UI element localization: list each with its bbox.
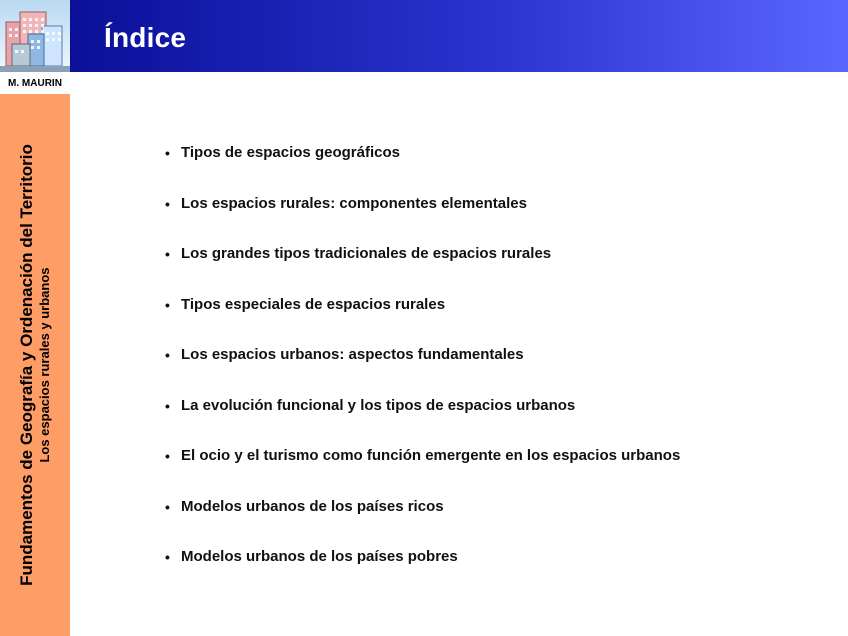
index-item-text: Los espacios urbanos: aspectos fundamentales [181, 346, 524, 363]
index-item [165, 344, 825, 395]
index-item [165, 395, 825, 446]
index-item [165, 294, 825, 345]
sidebar [0, 94, 70, 636]
index-item-text: Los espacios rurales: componentes elementales [181, 194, 527, 212]
index-item-text: Tipos especiales de espacios rurales [181, 295, 446, 313]
index-item-text: El ocio y el turismo como función emergente en los espacios urbanos [181, 447, 681, 464]
content-area [165, 142, 825, 597]
bullet-icon: • [165, 246, 170, 262]
index-item [165, 445, 825, 496]
sidebar-title: Fundamentos de Geografía y Ordenación del Territorio [17, 144, 36, 586]
sidebar-rotated-text [17, 105, 53, 625]
sidebar-subtitle: Los espacios rurales y urbanos [37, 267, 52, 463]
index-item-text: Los grandes tipos tradicionales de espacios rurales [181, 245, 552, 262]
bullet-icon: • [165, 296, 170, 313]
bullet-icon: • [165, 549, 170, 565]
bullet-icon: • [165, 347, 170, 363]
index-list [165, 142, 825, 597]
index-item-text: Modelos urbanos de los países pobres [181, 548, 458, 565]
bullet-icon: • [165, 195, 170, 212]
index-item [165, 496, 825, 547]
author-label: M. MAURIN [0, 72, 70, 94]
bullet-icon: • [165, 145, 170, 161]
page-title: Índice [104, 22, 187, 53]
index-item-text: La evolución funcional y los tipos de espacios urbanos [181, 396, 576, 414]
index-item [165, 142, 825, 193]
bullet-icon: • [165, 498, 170, 515]
index-item-text: Modelos urbanos de los países ricos [181, 497, 444, 515]
index-item-text: Tipos de espacios geográficos [181, 144, 400, 161]
bullet-icon: • [165, 397, 170, 414]
city-buildings-logo [0, 0, 70, 72]
bullet-icon: • [165, 448, 170, 464]
index-item [165, 193, 825, 244]
header-bar [70, 0, 848, 72]
index-item [165, 546, 825, 597]
index-item [165, 243, 825, 294]
